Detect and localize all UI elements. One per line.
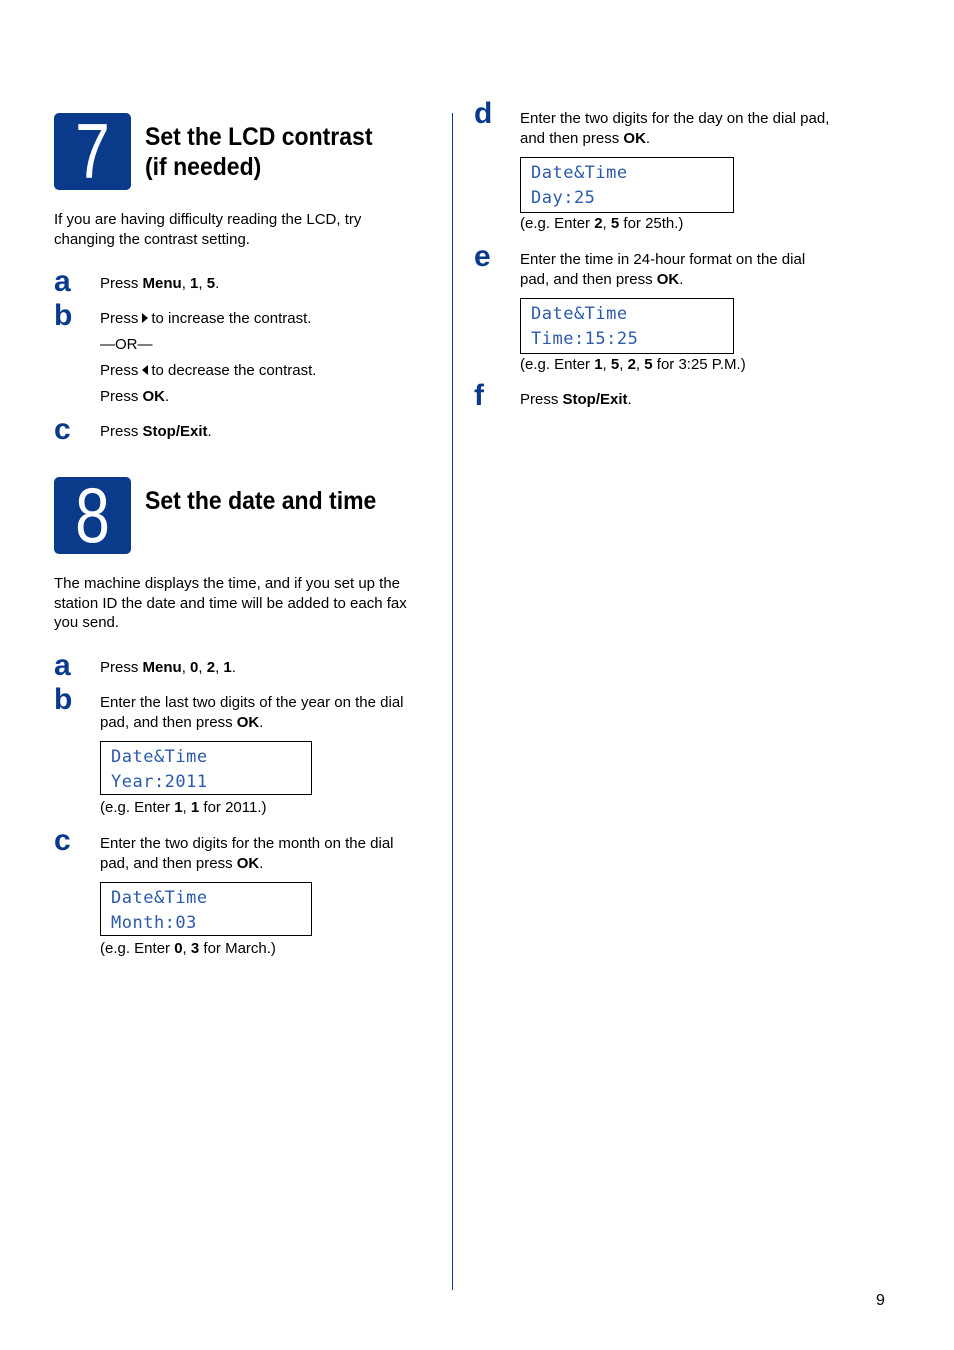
page-number: 9: [876, 1292, 885, 1309]
step-8d-example: (e.g. Enter 2, 5 for 25th.): [520, 215, 684, 232]
lcd-line2: Time:15:25: [531, 329, 639, 349]
step-7b-line1: Press to increase the contrast.: [100, 310, 312, 327]
lcd-display-month: [100, 882, 312, 936]
step-7-number: 7: [75, 107, 110, 195]
step-8f-text: Press Stop/Exit.: [520, 391, 632, 408]
step-8c-letter: c: [54, 824, 71, 857]
step-8c-text: Enter the two digits for the month on the dial pad, and then press OK.: [100, 835, 394, 872]
lcd-line1: Date&Time: [111, 888, 208, 908]
step-8-badge: [54, 471, 131, 559]
section-8-intro: The machine displays the time, and if you set up the station ID the date and time will be added to each fax you send.: [54, 575, 407, 631]
left-arrow-icon: [142, 365, 148, 375]
lcd-line1: Date&Time: [111, 747, 208, 767]
step-8b-letter: b: [54, 683, 73, 716]
step-7a-text: Press Menu, 1, 5.: [100, 275, 220, 292]
section-7-title: Set the LCD contrast (if needed): [145, 123, 373, 181]
lcd-line1: Date&Time: [531, 304, 628, 324]
step-7b-line4: Press OK.: [100, 388, 170, 405]
lcd-display-year: [100, 741, 312, 795]
step-7c-text: Press Stop/Exit.: [100, 423, 212, 440]
step-7b-letter: b: [54, 299, 73, 332]
step-8a-letter: a: [54, 649, 71, 682]
right-arrow-icon: [142, 313, 148, 323]
step-8a-text: Press Menu, 0, 2, 1.: [100, 659, 236, 676]
step-8d-letter: d: [474, 97, 493, 130]
step-8e-example: (e.g. Enter 1, 5, 2, 5 for 3:25 P.M.): [520, 356, 746, 373]
step-8-number: 8: [75, 471, 110, 559]
lcd-line1: Date&Time: [531, 163, 628, 183]
column-divider: [452, 113, 453, 1290]
step-7c-letter: c: [54, 413, 71, 446]
step-8e-letter: e: [474, 240, 491, 273]
step-8e-text: Enter the time in 24-hour format on the dial pad, and then press OK.: [520, 251, 806, 288]
step-8c-example: (e.g. Enter 0, 3 for March.): [100, 940, 276, 957]
step-7-badge: [54, 107, 131, 195]
section-8-title: Set the date and time: [145, 487, 377, 515]
lcd-line2: Year:2011: [111, 772, 208, 792]
step-8b-text: Enter the last two digits of the year on the dial pad, and then press OK.: [100, 694, 404, 731]
lcd-line2: Day:25: [531, 188, 596, 208]
lcd-display-day: [520, 157, 734, 213]
step-8b-example: (e.g. Enter 1, 1 for 2011.): [100, 799, 267, 816]
step-7b-or: —OR—: [100, 336, 153, 353]
step-7a-letter: a: [54, 265, 71, 298]
step-7b-line3: Press to decrease the contrast.: [100, 362, 317, 379]
step-8d-text: Enter the two digits for the day on the dial pad, and then press OK.: [520, 110, 830, 147]
step-8f-letter: f: [474, 379, 484, 412]
lcd-line2: Month:03: [111, 913, 197, 933]
lcd-display-time: [520, 298, 734, 354]
section-7-intro: If you are having difficulty reading the LCD, try changing the contrast setting.: [54, 211, 362, 248]
